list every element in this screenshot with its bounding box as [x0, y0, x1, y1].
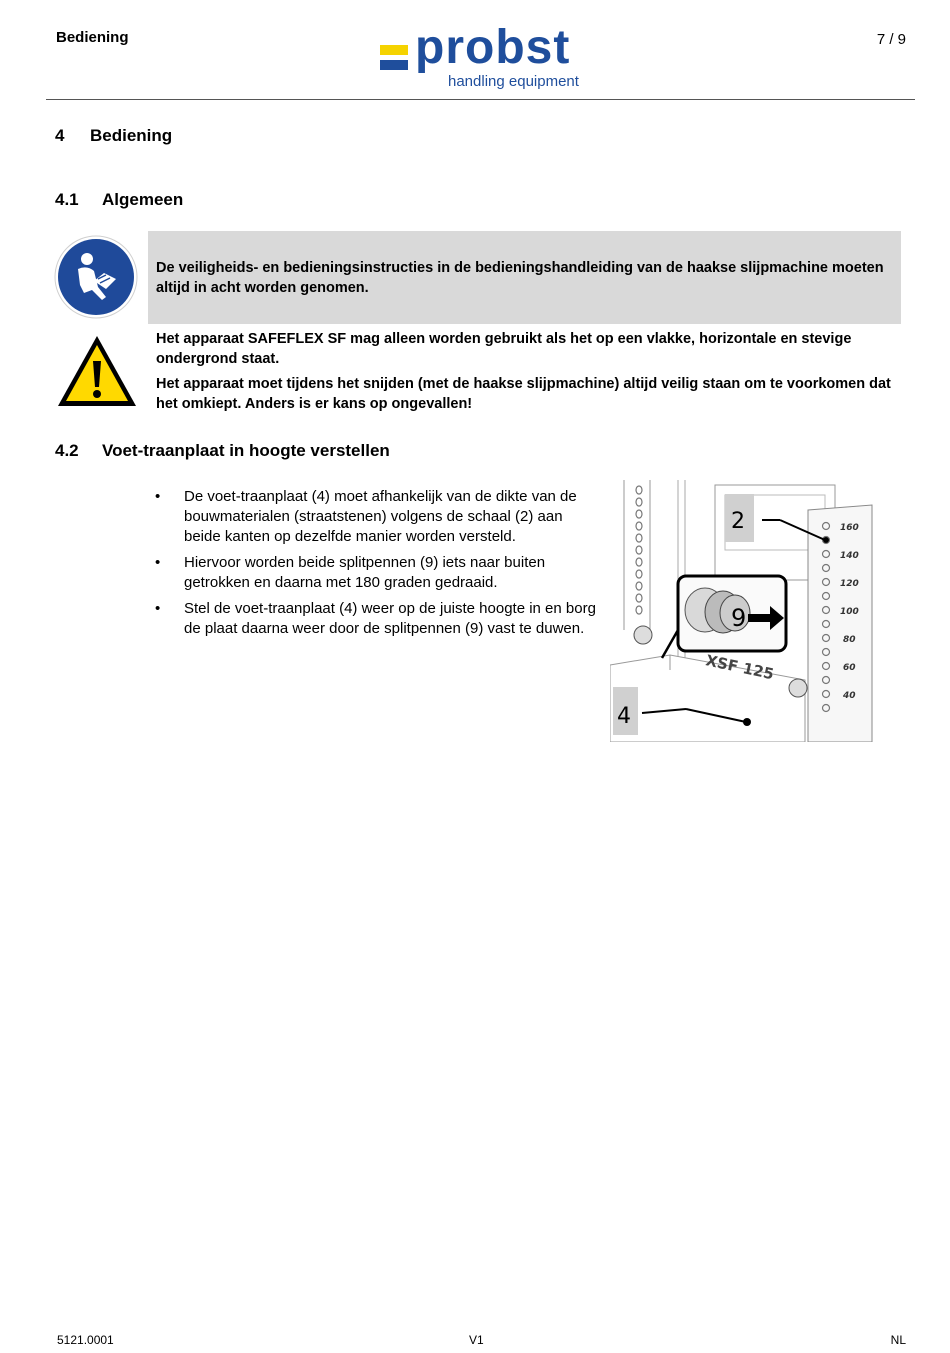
header-divider: [46, 99, 915, 100]
list-item: [155, 487, 600, 547]
page-number: 7 / 9: [876, 31, 906, 48]
notice-text: De veiligheids- en bedieningsinstructies in de bedieningshandleiding van de haakse slijpmachine moeten altijd in acht worden genomen.: [156, 260, 884, 296]
section-number: 4: [55, 126, 65, 145]
footer-version: V1: [469, 1333, 484, 1347]
subsection-title: Algemeen: [102, 190, 184, 209]
scale-label: 140: [840, 551, 859, 561]
subsection-number: 4.1: [55, 190, 79, 209]
scale-label: 100: [840, 607, 859, 617]
callout-9: 9: [731, 604, 747, 632]
warning-line-1: Het apparaat SAFEFLEX SF mag alleen worden gebruikt als het op een vlakke, horizontale en stevige ondergrond staat.: [156, 331, 852, 367]
section-title: Bediening: [90, 126, 173, 145]
footer-doc-number: 5121.0001: [57, 1333, 114, 1347]
footer-language: NL: [890, 1333, 906, 1347]
logo-wordmark: probst: [415, 21, 571, 74]
plate-text: XSF 125: [704, 651, 776, 684]
scale-label: 40: [843, 691, 856, 701]
subsection-number: 4.2: [55, 441, 79, 460]
subsection-title: Voet-traanplaat in hoogte verstellen: [102, 441, 390, 460]
bullet-icon: •: [155, 488, 161, 505]
list-item: [155, 553, 600, 593]
logo-tagline: handling equipment: [448, 73, 579, 90]
read-manual-icon: [54, 235, 138, 319]
list-item-text: Hiervoor worden beide splitpennen (9) iets naar buiten getrokken en daarna met 180 graden gedraaid.: [184, 554, 546, 591]
bullet-icon: •: [155, 600, 161, 617]
scale-label: 120: [840, 579, 859, 589]
callout-2: 2: [731, 509, 745, 534]
logo-bar-yellow: [380, 45, 408, 55]
instruction-list: [155, 487, 600, 645]
scale-label: 160: [840, 523, 859, 533]
scale-label: 80: [843, 635, 856, 645]
warning-line-2: Het apparaat moet tijdens het snijden (met de haakse slijpmachine) altijd veilig staan om te voorkomen dat het omkiept. Anders is er kans op ongevallen!: [156, 376, 891, 412]
list-item: [155, 599, 600, 639]
adjustment-figure: [610, 480, 875, 742]
warning-icon: [55, 333, 139, 409]
callout-4: 4: [617, 704, 631, 729]
header-title: Bediening: [56, 29, 129, 46]
bullet-icon: •: [155, 554, 161, 571]
list-item-text: De voet-traanplaat (4) moet afhankelijk van de dikte van de bouwmaterialen (straatstenen) volgens de schaal (2) aan beide kanten op dezelfde manier worden versteld.: [184, 488, 577, 545]
logo-bar-blue: [380, 60, 408, 70]
scale-label: 60: [843, 663, 856, 673]
list-item-text: Stel de voet-traanplaat (4) weer op de juiste hoogte in en borg de plaat daarna weer door de splitpennen (9) vast te duwen.: [184, 600, 596, 637]
